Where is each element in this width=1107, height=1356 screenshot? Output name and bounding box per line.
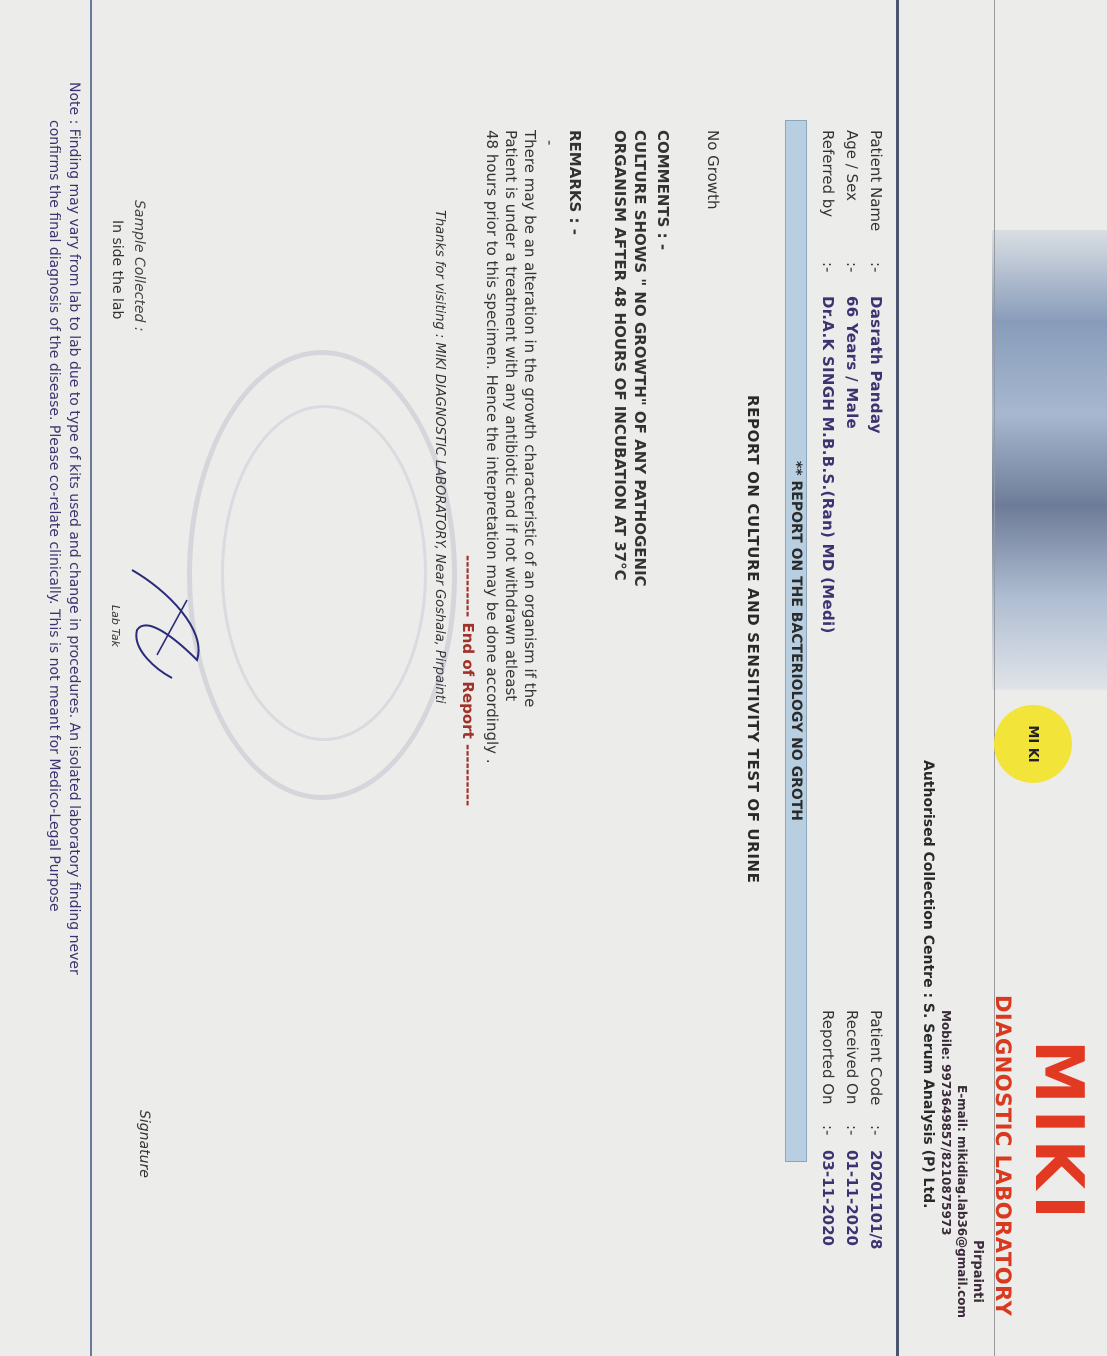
- comments-heading: COMMENTS : -: [654, 130, 672, 251]
- patient-code-label: Patient Code: [867, 1010, 885, 1106]
- age-sex-label: Age / Sex: [843, 130, 861, 201]
- sample-collected-label: Sample Collected :: [131, 200, 147, 332]
- received-on-label: Received On: [843, 1010, 861, 1105]
- logo-badge: MI KI: [994, 705, 1072, 783]
- separator: :-: [819, 1125, 837, 1136]
- disclaimer-line-2: confirms the final diagnosis of the disease. Please co-relate clinically. This is not meant for Medico-Legal Purpose: [46, 120, 62, 912]
- lab-mobile: Mobile: 9973649857/8210875973: [939, 1010, 953, 1236]
- lab-email: E-mail: mikidiag.lab36@gmail.com: [955, 1085, 969, 1318]
- comments-line-2: ORGANISM AFTER 48 HOURS OF INCUBATION AT 37°C: [611, 130, 629, 581]
- patient-code-value: 20201101/8: [867, 1150, 885, 1250]
- lab-place: Pirpainti: [970, 1240, 985, 1303]
- reported-on-value: 03-11-2020: [819, 1150, 837, 1246]
- signature-label: Signature: [136, 1110, 152, 1178]
- remarks-heading: REMARKS : -: [566, 130, 584, 235]
- patient-name-value: Dasrath Panday: [867, 296, 885, 434]
- comments-line-1: CULTURE SHOWS " NO GROWTH" OF ANY PATHOGENIC: [631, 130, 649, 587]
- watermark-seal-inner: [221, 405, 427, 741]
- referred-by-value: Dr.A.K SINGH M.B.B.S.(Ran) MD (Medi): [819, 296, 837, 634]
- separator: :-: [843, 262, 861, 273]
- separator: :-: [819, 262, 837, 273]
- authorised-centre: Authorised Collection Centre : S. Serum Analysis (P) Ltd.: [920, 760, 936, 1209]
- lab-name: DIAGNOSTIC LABORATORY: [991, 995, 1015, 1317]
- result-text: No Growth: [704, 130, 722, 210]
- footer-divider: [90, 0, 92, 1356]
- end-of-report: ---------- End of Report ----------: [459, 555, 477, 807]
- header-lab-photo: [992, 230, 1107, 690]
- remarks-line-2: Patient is under a treatment with any antibiotic and if not withdrawn atleast: [502, 130, 520, 702]
- disclaimer-line-1: Note : Finding may vary from lab to lab due to type of kits used and change in procedures. An isolated laboratory finding never: [66, 82, 82, 975]
- lab-tak-label: Lab Tak: [109, 605, 122, 648]
- received-on-value: 01-11-2020: [843, 1150, 861, 1246]
- report-banner: ** REPORT ON THE BACTERIOLOGY NO GROTH: [785, 120, 807, 1162]
- separator: :-: [867, 1125, 885, 1136]
- remarks-dash: -: [541, 140, 559, 146]
- referred-by-label: Referred by: [819, 130, 837, 218]
- handwritten-signature: [117, 560, 227, 690]
- lab-logo: MIKI: [1019, 1040, 1097, 1225]
- separator: :-: [843, 1125, 861, 1136]
- age-sex-value: 66 Years / Male: [843, 296, 861, 429]
- patient-name-label: Patient Name: [867, 130, 885, 232]
- remarks-line-3: 48 hours prior to this specimen. Hence the interpretation may be done accordingly .: [483, 130, 501, 764]
- thanks-note: Thanks for visiting : MIKI DIAGNOSTIC LABORATORY, Near Goshala, Pirpainti: [432, 210, 447, 704]
- header-divider: [896, 0, 899, 1356]
- separator: :-: [867, 262, 885, 273]
- remarks-line-1: There may be an alteration in the growth characteristic of an organism if the: [521, 130, 539, 708]
- sample-collected-value: In side the lab: [109, 220, 125, 320]
- reported-on-label: Reported On: [819, 1010, 837, 1105]
- report-title: REPORT ON CULTURE AND SENSITIVITY TEST OF URINE: [744, 395, 762, 884]
